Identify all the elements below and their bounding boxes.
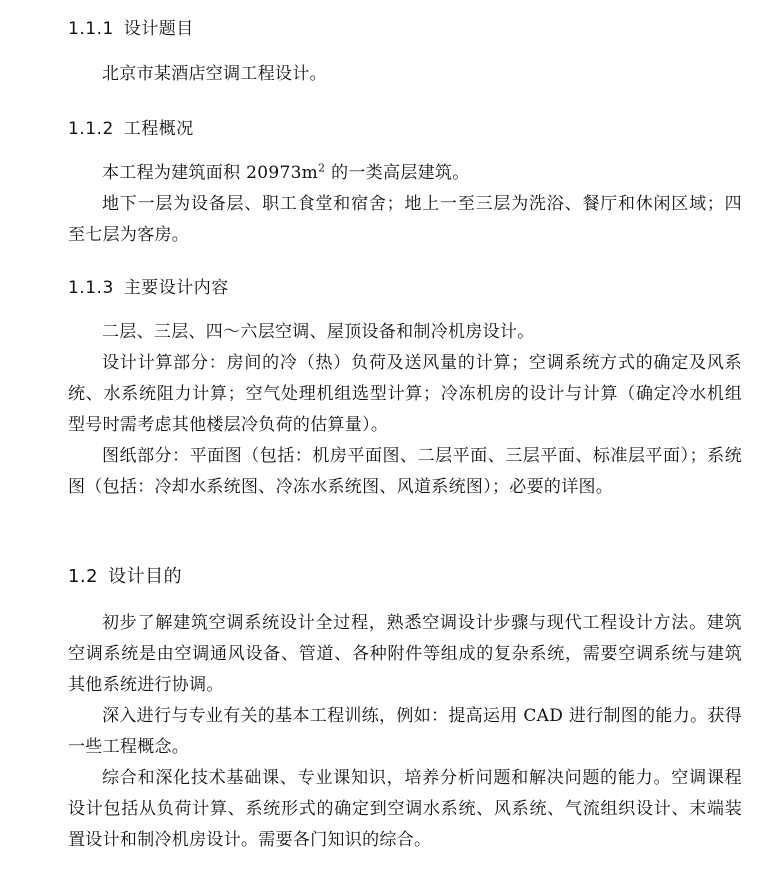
- paragraph: 地下一层为设备层、职工食堂和宿舍；地上一至三层为洗浴、餐厅和休闲区域；四至七层为客房。: [68, 194, 742, 245]
- section-heading-1-1-1: [68, 14, 194, 39]
- superscript: 2: [318, 161, 326, 175]
- paragraph-text: 本工程为建筑面积 20973m: [102, 163, 319, 183]
- paragraph: 北京市某酒店空调工程设计。: [102, 64, 327, 84]
- section-number: 1.2: [68, 566, 99, 587]
- paragraph: 深入进行与专业有关的基本工程训练，例如：提高运用 CAD 进行制图的能力。获得一些工程概念。: [68, 706, 742, 757]
- section-number: 1.1.1: [68, 19, 114, 39]
- section-title: 设计题目: [123, 19, 194, 39]
- section-title: 设计目的: [108, 566, 183, 587]
- section-heading-1-1-2: [68, 114, 194, 139]
- section-title: 主要设计内容: [123, 278, 229, 298]
- paragraph: 二层、三层、四～六层空调、屋顶设备和制冷机房设计。: [102, 322, 535, 342]
- paragraph: 综合和深化技术基础课、专业课知识，培养分析问题和解决问题的能力。空调课程设计包括从负荷计算、系统形式的确定到空调水系统、风系统、气流组织设计、末端装置设计和制冷机房设计。需要各门知识的综合。: [68, 768, 742, 850]
- paragraph: 设计计算部分：房间的冷（热）负荷及送风量的计算；空调系统方式的确定及风系统、水系统阻力计算；空气处理机组选型计算；冷冻机房的设计与计算（确定冷水机组型号时需考虑其他楼层冷负荷的估算量）。: [68, 353, 742, 435]
- section-number: 1.1.3: [68, 278, 114, 298]
- section-number: 1.1.2: [68, 119, 114, 139]
- section-title: 工程概况: [123, 119, 194, 139]
- section-heading-1-2: [68, 562, 182, 588]
- paragraph: 图纸部分：平面图（包括：机房平面图、二层平面、三层平面、标准层平面）；系统图（包括：冷却水系统图、冷冻水系统图、风道系统图）；必要的详图。: [68, 446, 742, 497]
- paragraph: 初步了解建筑空调系统设计全过程，熟悉空调设计步骤与现代工程设计方法。建筑空调系统是由空调通风设备、管道、各种附件等组成的复杂系统，需要空调系统与建筑其他系统进行协调。: [68, 613, 742, 695]
- paragraph-text: 的一类高层建筑。: [325, 163, 470, 183]
- paragraph: [68, 158, 742, 189]
- section-heading-1-1-3: [68, 273, 229, 298]
